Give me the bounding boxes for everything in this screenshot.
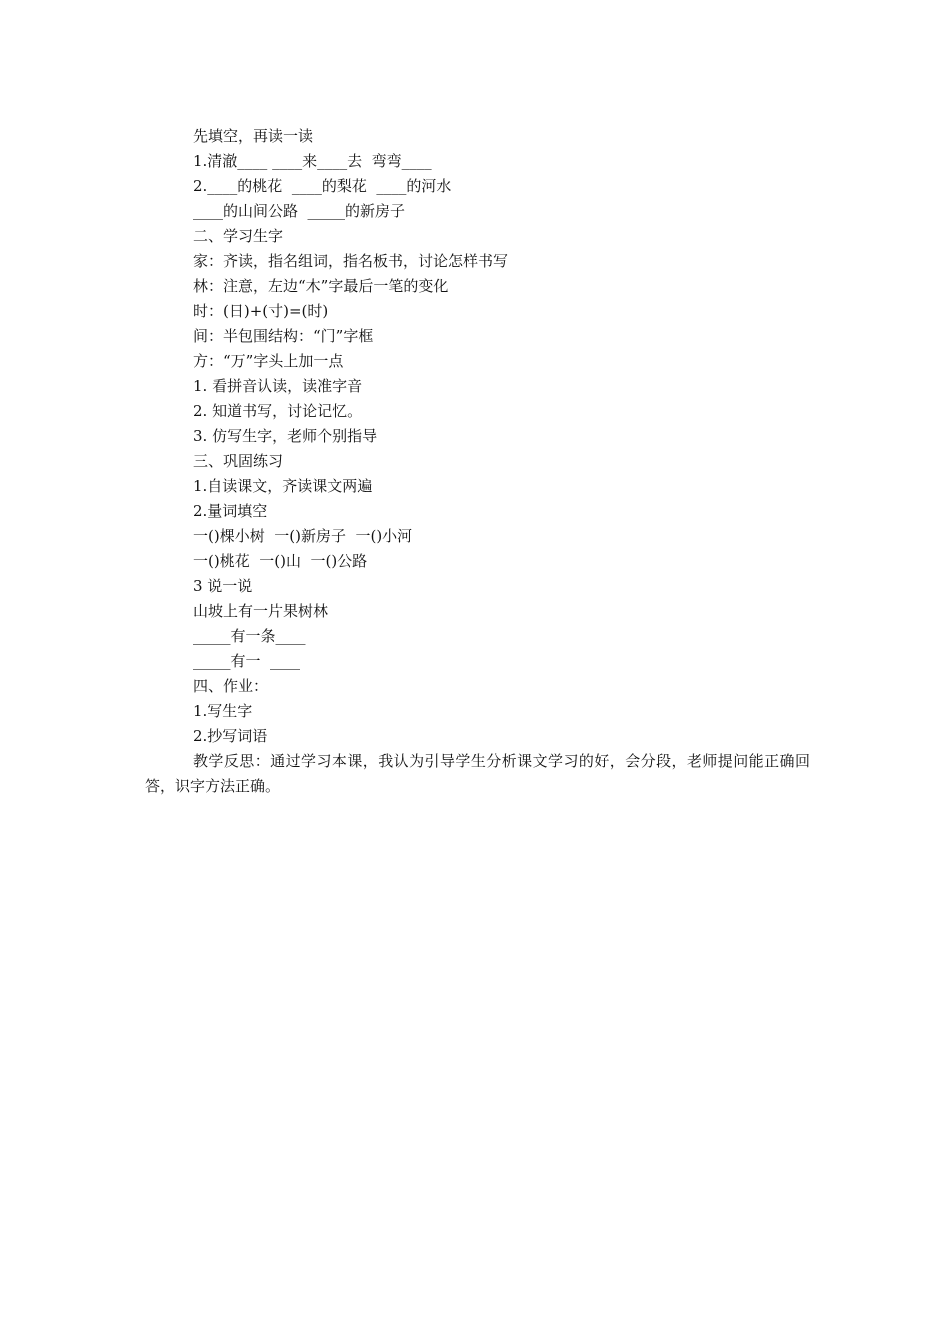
section-heading: 四、作业： [193,677,269,695]
text-line: 2.____的桃花 ____的梨花 ____的河水 [193,177,452,195]
text-line: 1. 看拼音认读，读准字音 [193,377,363,395]
text-line: 时：(日)+(寸)=(时) [193,302,329,320]
text-line: 一()桃花 一()山 一()公路 [193,552,368,570]
text-line: 1.清澈____ ____来____去 弯弯____ [193,152,432,170]
text-line: 1.自读课文，齐读课文两遍 [193,477,373,495]
text-line: 林：注意，左边“木”字最后一笔的变化 [193,277,449,295]
text-line: 山坡上有一片果树林 [193,602,329,620]
text-line: 3 说一说 [193,577,253,595]
text-line: 3. 仿写生字，老师个别指导 [193,427,378,445]
section-heading: 二、学习生字 [193,227,284,245]
section-heading: 三、巩固练习 [193,452,284,470]
text-line: _____有一条____ [193,627,306,645]
text-line: 先填空，再读一读 [193,127,314,145]
reflection-paragraph: 教学反思：通过学习本课，我认为引导学生分析课文学习的好，会分段，老师提问能正确回答，识字方法正确。 [145,752,810,795]
text-line: 2.抄写词语 [193,727,268,745]
text-line: 间：半包围结构：“门”字框 [193,327,374,345]
text-line: 方：“万”字头上加一点 [193,352,344,370]
text-line: 2.量词填空 [193,502,268,520]
text-line: 1.写生字 [193,702,253,720]
text-line: ____的山间公路 _____的新房子 [193,202,406,220]
text-line: _____有一 ____ [193,652,301,670]
text-line: 2. 知道书写，讨论记忆。 [193,402,363,420]
text-line: 一()棵小树 一()新房子 一()小河 [193,527,413,545]
document-body [145,124,810,799]
text-line: 家：齐读，指名组词，指名板书，讨论怎样书写 [193,252,509,270]
